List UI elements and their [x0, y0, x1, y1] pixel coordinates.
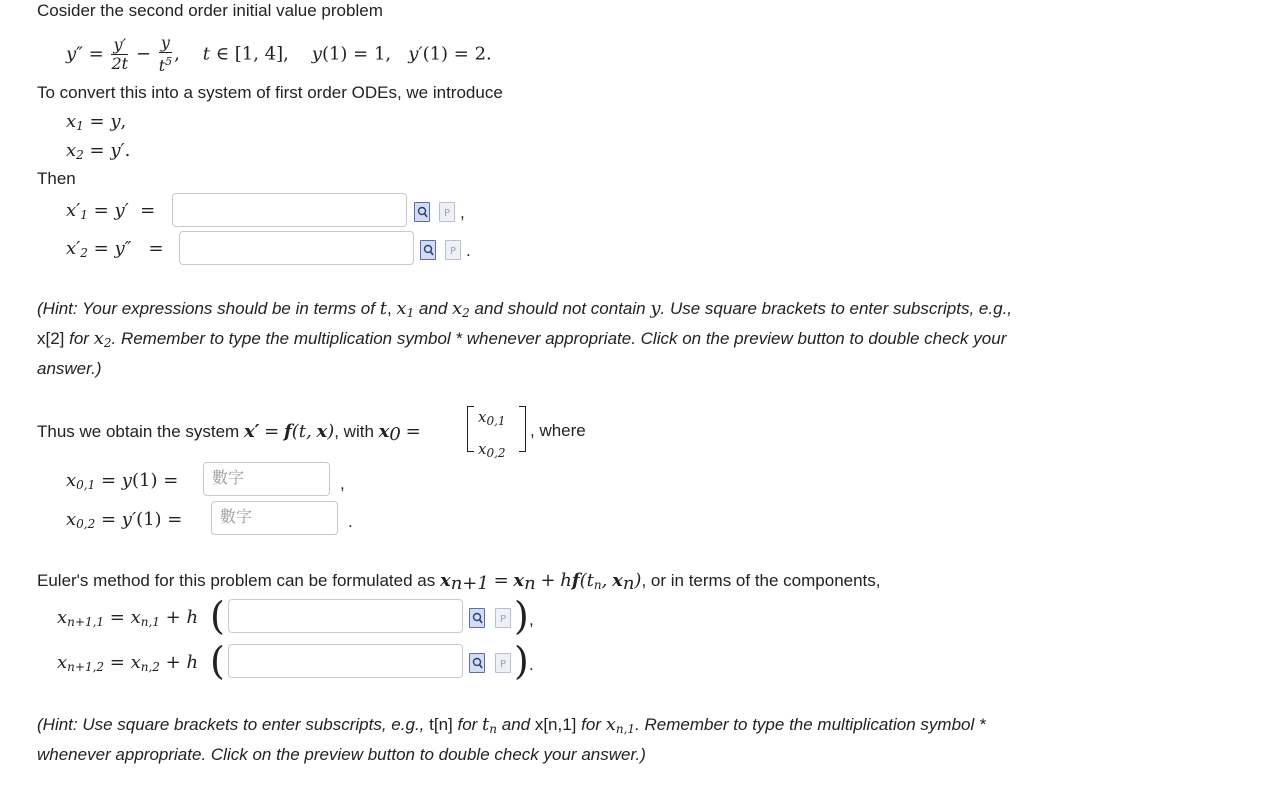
- preview-icon[interactable]: [469, 653, 485, 673]
- euler2-input[interactable]: [228, 644, 463, 678]
- vector-entry-1: $x_{0,1}$: [478, 408, 506, 428]
- euler-line: Euler's method for this problem can be formulated as $x_{n+1} = x_n + hf(t_n$, $x_n$), or in terms of the components,: [37, 570, 881, 594]
- svg-text:P: P: [500, 659, 507, 670]
- x1prime-input[interactable]: [172, 193, 407, 227]
- x1prime-label: $x'_1 = y'$ =: [66, 200, 156, 222]
- comma: ,: [340, 474, 345, 493]
- svg-text:P: P: [500, 614, 507, 625]
- svg-text:P: P: [444, 208, 451, 219]
- comma: ,: [460, 203, 465, 222]
- format-help-icon[interactable]: [439, 202, 455, 222]
- open-paren: (: [210, 639, 225, 683]
- system-line: Thus we obtain the system x′ = f(t, x), with $x_0$ =: [37, 421, 421, 445]
- where-text: , where: [530, 421, 586, 440]
- period: .: [466, 241, 471, 260]
- x1-definition: $x_1 = y$,: [66, 111, 127, 133]
- convert-text: To convert this into a system of first order ODEs, we introduce: [37, 83, 503, 102]
- x02-input[interactable]: [211, 501, 338, 535]
- hint-2: (Hint: Use square brackets to enter subscripts, e.g., t[n] for $t_n$ and x[n,1] for $x_{n,1}$. Remember to type the multiplication symbol * whenever appropriate. Click on the preview button to double check your answer.): [37, 714, 986, 764]
- vector-entry-2: $x_{0,2}$: [478, 440, 506, 460]
- format-help-icon[interactable]: [495, 653, 511, 673]
- close-paren: ): [514, 594, 529, 638]
- format-help-icon[interactable]: [495, 608, 511, 628]
- open-paren: (: [210, 594, 225, 638]
- x02-label: $x_{0,2} = y'(1)$ =: [66, 509, 183, 531]
- vector-right-bracket: [519, 406, 526, 452]
- then-text: Then: [37, 169, 76, 188]
- ode-equation: y″ = $\frac{y'}{2t}$ − $\frac{y}{t^5}$ , t ∈ [1, 4], y(1) = 1, y′(1) = 2.: [66, 33, 492, 75]
- comma: ,: [529, 610, 534, 629]
- format-help-icon[interactable]: [445, 240, 461, 260]
- preview-icon[interactable]: [469, 608, 485, 628]
- problem-statement: Cosider the second order initial value problem: [37, 1, 383, 20]
- euler1-input[interactable]: [228, 599, 463, 633]
- euler1-label: $x_{n+1,1} = x_{n,1} + h$: [57, 607, 199, 629]
- period: .: [529, 655, 534, 674]
- x01-label: $x_{0,1} = y(1)$ =: [66, 470, 179, 492]
- euler2-label: $x_{n+1,2} = x_{n,2} + h$: [57, 652, 199, 674]
- period: .: [348, 512, 353, 531]
- hint-1: (Hint: Your expressions should be in terms of t, $x_1$ and $x_2$ and should not contain y. Use square brackets to enter subscripts, e.g., x[2] for $x_2$. Remember to type the multiplication symbol * whenever appropriate. Click on the preview button to double check your answer.): [37, 298, 1013, 378]
- x01-input[interactable]: [203, 462, 330, 496]
- preview-icon[interactable]: [414, 202, 430, 222]
- vector-left-bracket: [467, 406, 474, 452]
- close-paren: ): [514, 639, 529, 683]
- x2-definition: $x_2 = y'$.: [66, 140, 131, 162]
- x2prime-input[interactable]: [179, 231, 414, 265]
- preview-icon[interactable]: [420, 240, 436, 260]
- x2prime-label: $x'_2 = y''$ =: [66, 238, 164, 260]
- svg-text:P: P: [450, 246, 457, 257]
